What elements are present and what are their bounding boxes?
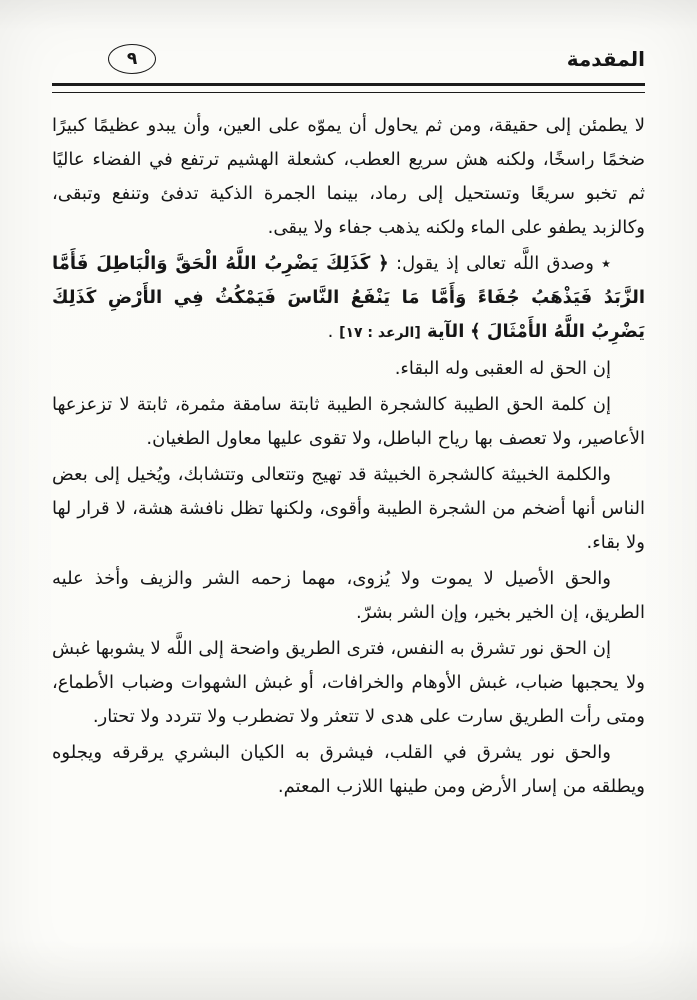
verse-reference: [الرعد : ١٧] — [339, 325, 421, 341]
verse-paragraph — [52, 247, 645, 350]
page-body — [52, 93, 645, 804]
paragraph-6: والحق الأصيل لا يموت ولا يُزوى، مهما زحمه الشر والزيف وأخذ عليه الطريق، إن الخير بخير، وإن الشر بشرّ. — [52, 568, 645, 623]
paragraph-1: لا يطمئن إلى حقيقة، ومن ثم يحاول أن يموّه على العين، وأن يبدو عظيمًا كبيرًا ضخمًا راسخًا، ولكنه هش سريع العطب، كشعلة الهشيم ترتفع في الفضاء عاليًا ثم تخبو سريعًا وتستحيل إلى رماد، بينما الجمرة الذكية تدفئ وتنفع وتبقى، وكالزبد يطفو على الماء ولكنه يذهب جفاء ولا يبقى. — [52, 115, 645, 238]
page-header — [52, 40, 645, 78]
verse-tail: الآية — [420, 321, 465, 342]
paragraph-4: إن كلمة الحق الطيبة كالشجرة الطيبة ثابتة سامقة مثمرة، ثابتة لا تزعزعها الأعاصير، ولا تعصف بها رياح الباطل، ولا تقوى عليها معاول الطغيان. — [52, 394, 645, 449]
paragraph-8: والحق نور يشرق في القلب، فيشرق به الكيان البشري يرقرقه ويجلوه ويطلقه من إسار الأرض ومن طينها اللازب المعتم. — [52, 742, 645, 797]
paragraph-7: إن الحق نور تشرق به النفس، فترى الطريق واضحة إلى اللَّه لا يشوبها غبش ولا يحجبها ضباب، غبش الأوهام والخرافات، أو غبش الشهوات وضباب الأطماع، ومتى رأت الطريق سارت على هدى لا تتعثر ولا تضطرب ولا تتردد ولا تحتار. — [52, 638, 645, 727]
page-number: ٩ — [126, 49, 138, 69]
header-divider — [52, 83, 645, 93]
verse-intro: ٭ وصدق اللَّه تعالى إذ يقول: — [388, 253, 611, 274]
paragraph-3: إن الحق له العقبى وله البقاء. — [394, 358, 611, 379]
quran-verse: ﴿ كَذَلِكَ يَضْرِبُ اللَّهُ الْحَقَّ وَالْبَاطِلَ فَأَمَّا الزَّبَدُ فَيَذْهَبُ جُفَاءً وَأَمَّا مَا يَنْفَعُ النَّاسَ فَيَمْكُثُ فِي الأَرْضِ كَذَلِكَ يَضْرِبُ اللَّهُ الأَمْثَالَ ﴾ — [52, 253, 645, 342]
section-title: المقدمة — [566, 47, 645, 71]
page-number-badge — [108, 44, 156, 74]
verse-end: . — [327, 321, 334, 342]
paragraph-5: والكلمة الخبيثة كالشجرة الخبيثة قد تهيج وتتعالى وتتشابك، ويُخيل إلى بعض الناس أنها أضخم من الشجرة الطيبة وأقوى، ولكنها تظل نافشة هشة، لا قرار لها ولا بقاء. — [52, 464, 645, 553]
